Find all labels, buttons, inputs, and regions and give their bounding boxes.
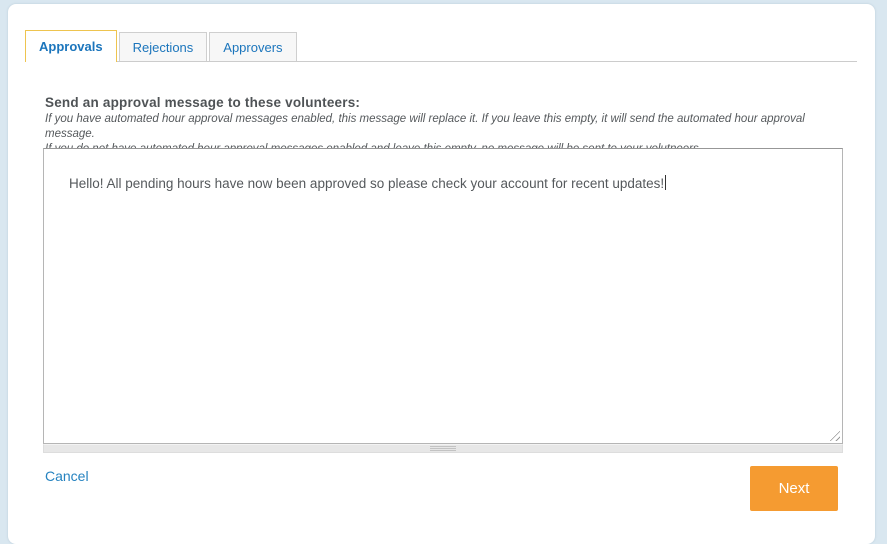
form-help-line-1: If you have automated hour approval messages enabled, this message will replace it. If you leave this empty, it will send the automated hour approval message. <box>45 113 805 140</box>
next-button[interactable]: Next <box>750 466 838 511</box>
approval-message-textarea[interactable] <box>43 148 843 444</box>
textarea-resize-grippie[interactable] <box>43 444 843 453</box>
tab-approvers-label: Approvers <box>223 39 283 55</box>
tab-approvers[interactable] <box>209 32 296 61</box>
grippie-lines-icon <box>430 446 456 452</box>
resize-grip-icon[interactable] <box>827 428 840 441</box>
tab-approvals[interactable] <box>25 30 117 62</box>
tab-rejections[interactable] <box>119 32 208 61</box>
content-panel <box>8 4 875 544</box>
tab-approvals-label: Approvals <box>39 39 103 54</box>
tab-rejections-label: Rejections <box>132 39 194 55</box>
approval-message-text: Hello! All pending hours have now been approved so please check your account for recent updates! <box>69 176 665 191</box>
form-heading: Send an approval message to these volunteers: <box>45 95 361 110</box>
tab-bar <box>25 30 857 62</box>
cancel-link[interactable]: Cancel <box>45 468 89 484</box>
text-caret <box>665 175 666 190</box>
